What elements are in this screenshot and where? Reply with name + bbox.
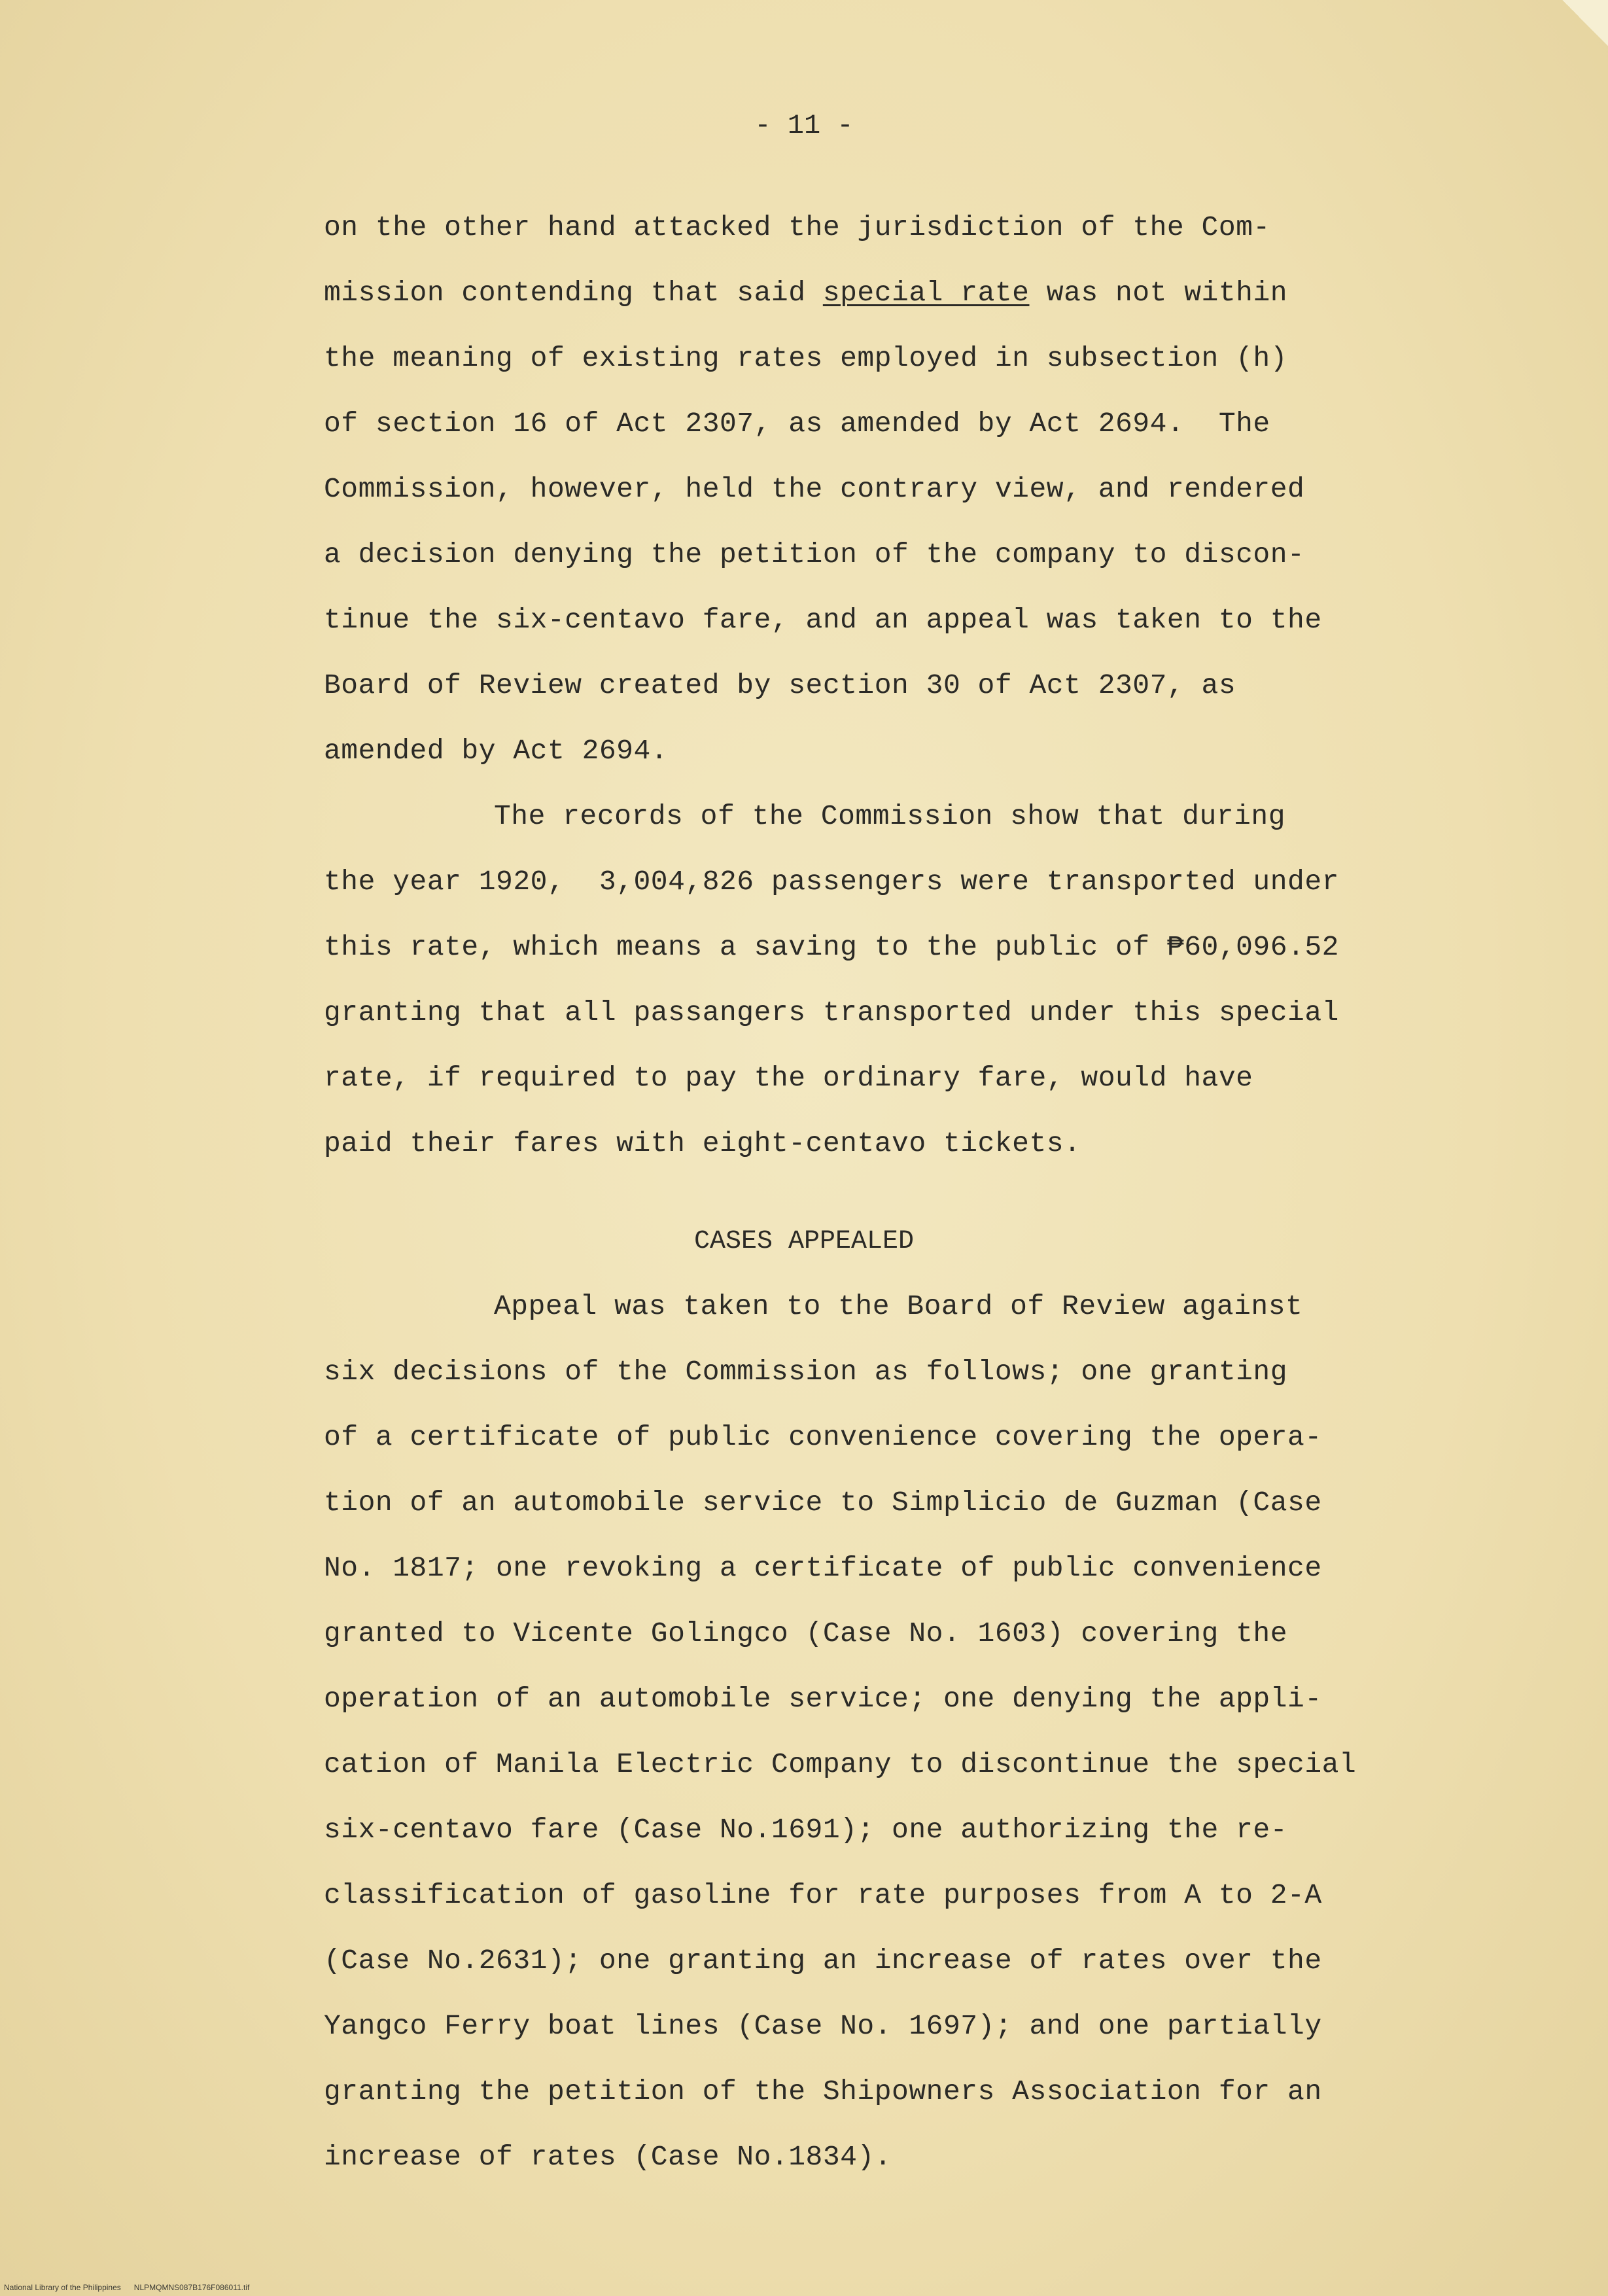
paragraph-3-line-9: six-centavo fare (Case No.1691); one authorizing the re-: [324, 1814, 1288, 1846]
paragraph-2-line-5: rate, if required to pay the ordinary fare, would have: [324, 1062, 1253, 1094]
paragraph-3-line-11: (Case No.2631); one granting an increase of rates over the: [324, 1945, 1322, 1977]
page-corner-fold: [1562, 0, 1608, 46]
paragraph-1-line-2-start: mission contending that said: [324, 277, 823, 309]
paragraph-3-line-10: classification of gasoline for rate purposes from A to 2-A: [324, 1879, 1322, 1911]
paragraph-3-line-5: No. 1817; one revoking a certificate of public convenience: [324, 1552, 1322, 1584]
footer-file-id: NLPMQMNS087B176F086011.tif: [133, 2283, 250, 2292]
paragraph-1-line-2-end: was not within: [1029, 277, 1288, 309]
paragraph-3-line-7: operation of an automobile service; one denying the appli-: [324, 1683, 1322, 1715]
paragraph-1-line-1: on the other hand attacked the jurisdiction of the Com-: [324, 211, 1270, 243]
paragraph-1-line-6: a decision denying the petition of the company to discon-: [324, 539, 1305, 571]
paragraph-1-line-2: [324, 274, 1287, 313]
paragraph-1-line-5: Commission, however, held the contrary view, and rendered: [324, 473, 1305, 505]
paragraph-2-line-4: granting that all passangers transported under this special: [324, 997, 1339, 1029]
paragraph-2-line-3: this rate, which means a saving to the public of ₱60,096.52: [324, 931, 1339, 963]
paragraph-3-line-2: six decisions of the Commission as follows; one granting: [324, 1356, 1288, 1388]
paragraph-2-line-2: the year 1920, 3,004,826 passengers were transported under: [324, 866, 1339, 898]
page-number: - 11 -: [754, 110, 854, 141]
paragraph-2-line-6: paid their fares with eight-centavo tickets.: [324, 1127, 1081, 1159]
paragraph-3-line-14: increase of rates (Case No.1834).: [324, 2141, 892, 2173]
paragraph-1-line-9: amended by Act 2694.: [324, 735, 669, 767]
paragraph-3-line-6: granted to Vicente Golingco (Case No. 1603) covering the: [324, 1617, 1288, 1650]
section-heading: CASES APPEALED: [693, 1227, 915, 1256]
paragraph-1-line-7: tinue the six-centavo fare, and an appeal was taken to the: [324, 604, 1322, 636]
scan-footer: [4, 2283, 262, 2292]
paragraph-3-line-13: granting the petition of the Shipowners Association for an: [324, 2075, 1322, 2108]
paragraph-3-line-3: of a certificate of public convenience covering the opera-: [324, 1421, 1322, 1453]
paragraph-1-line-3: the meaning of existing rates employed in subsection (h): [324, 342, 1288, 374]
paragraph-3-line-12: Yangco Ferry boat lines (Case No. 1697); and one partially: [324, 2010, 1322, 2042]
footer-library: National Library of the Philippines: [4, 2283, 121, 2292]
paragraph-2-line-1: The records of the Commission show that during: [494, 800, 1285, 832]
paragraph-3-line-8: cation of Manila Electric Company to discontinue the special: [324, 1748, 1357, 1780]
paragraph-1-line-4: of section 16 of Act 2307, as amended by Act 2694. The: [324, 408, 1270, 440]
paragraph-3-line-1: Appeal was taken to the Board of Review against: [494, 1290, 1303, 1322]
paragraph-3-line-4: tion of an automobile service to Simplicio de Guzman (Case: [324, 1487, 1322, 1519]
paragraph-1-line-8: Board of Review created by section 30 of Act 2307, as: [324, 669, 1236, 701]
special-rate-underlined: special rate: [822, 277, 1030, 309]
